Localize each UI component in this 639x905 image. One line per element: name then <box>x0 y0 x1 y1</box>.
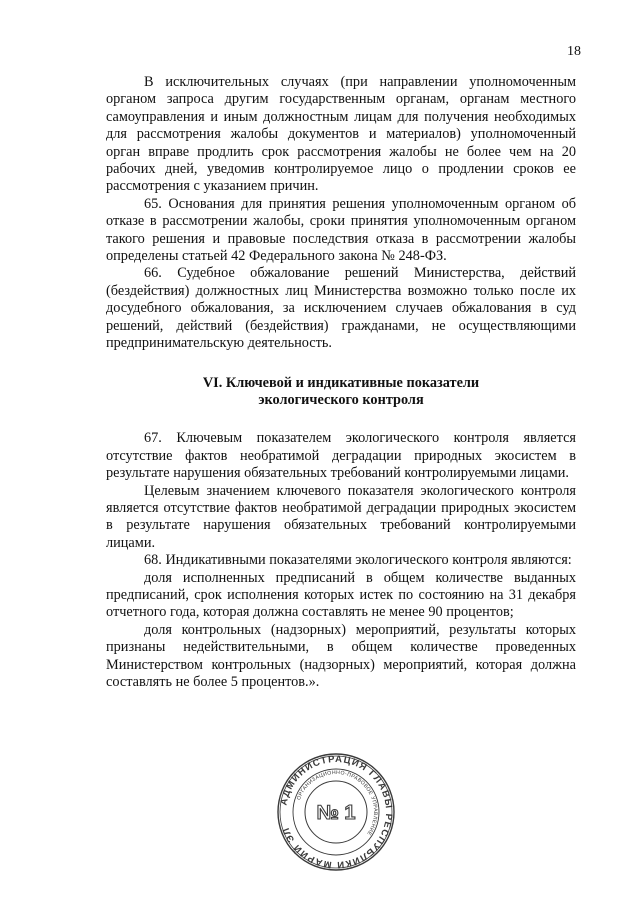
section-heading-line-2: экологического контроля <box>258 391 424 408</box>
paragraph-66: 66. Судебное обжалование решений Министерства, действий (бездействия) должностных лиц Министерства возможно только после их досудебного обжалования, за исключением случаев обжалования в суд решений, действий (бездействия) гражданами, не осуществляющими предпринимательскую деятельность. <box>106 265 576 352</box>
seal-center-number: № 1 <box>316 802 356 824</box>
paragraph-68: 68. Индикативными показателями экологического контроля являются: <box>144 552 572 569</box>
seal-inner-text: ОРГАНИЗАЦИОННО-ПРАВОВОЕ УПРАВЛЕНИЕ <box>296 769 379 837</box>
official-seal <box>276 752 396 872</box>
indicator-item-2: доля контрольных (надзорных) мероприятий, результаты которых признаны недействительными, в общем количестве проведенных Министерством контрольных (надзорных) мероприятий, которая должна составлять не более 5 процентов.». <box>106 621 576 690</box>
paragraph: В исключительных случаях (при направлении уполномоченным органом запроса другим государственным органам, органам местного самоуправления и иным должностным лицам для получения необходимых для рассмотрения жалобы документов и материалов) уполномоченный орган вправе продлить срок рассмотрения жалобы не более чем на 20 рабочих дней, уведомив контролируемое лицо о продлении сроков ее рассмотрения с указанием причин. <box>106 74 576 195</box>
paragraph-67: 67. Ключевым показателем экологического контроля является отсутствие фактов необратимой деградации природных экосистем в результате нарушения обязательных требований контролируемыми лицами. <box>106 430 576 482</box>
paragraph-target-value: Целевым значением ключевого показателя экологического контроля является отсутствие фактов необратимой деградации природных экосистем в результате нарушения обязательных требований контролируемыми лицами. <box>106 482 576 551</box>
seal-outer-text: АДМИНИСТРАЦИЯ ГЛАВЫ РЕСПУБЛИКИ МАРИЙ ЭЛ <box>278 753 395 871</box>
indicator-item-1: доля исполненных предписаний в общем количестве выданных предписаний, срок исполнения которых истек по состоянию на 31 декабря отчетного года, которая должна составлять не менее 90 процентов; <box>106 569 576 621</box>
document-body <box>106 74 576 691</box>
page-number: 18 <box>567 44 581 59</box>
section-heading-line-1: VI. Ключевой и индикативные показатели <box>202 374 480 391</box>
paragraph-65: 65. Основания для принятия решения уполномоченным органом об отказе в рассмотрении жалобы, сроки принятия уполномоченным органом такого решения и правовые последствия отказа в рассмотрении жалобы определены статьей 42 Федерального закона № 248-ФЗ. <box>106 195 576 265</box>
section-heading <box>106 375 576 410</box>
